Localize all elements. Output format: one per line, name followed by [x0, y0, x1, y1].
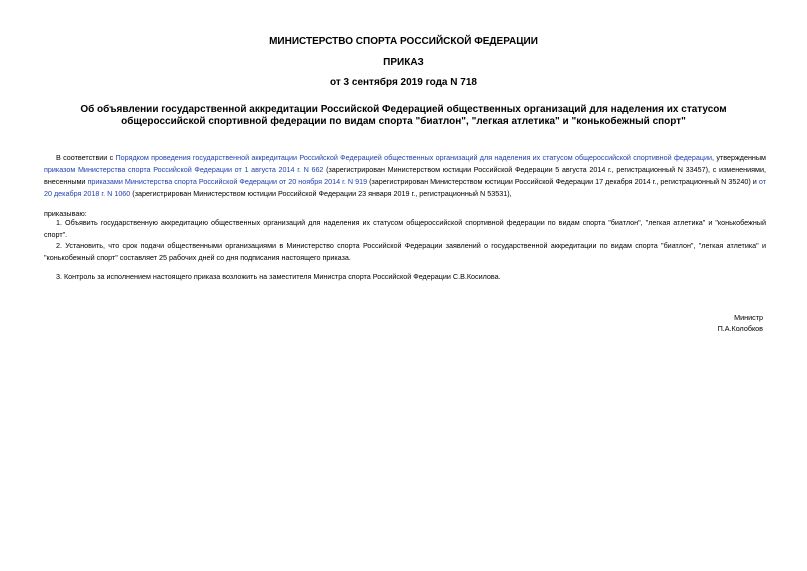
preamble-text-5: (зарегистрирован Министерством юстиции Российской Федерации 23 января 2019 г., регистрационный N 53531),: [130, 189, 512, 198]
preamble-text-3: (зарегистрирован Министерством юстиции Российской Федерации 5 августа 2014 г., регистрационный N 33457), с изменениями, внесенными: [44, 165, 766, 186]
ministry-heading: МИНИСТЕРСТВО СПОРТА РОССИЙСКОЙ ФЕДЕРАЦИИ: [269, 36, 538, 47]
order-1060-link[interactable]: от 20 декабря 2018 г. N 1060: [44, 177, 766, 198]
order-662-link[interactable]: приказом Министерства спорта Российской Федерации от 1 августа 2014 г. N 662: [44, 165, 324, 174]
order-heading: ПРИКАЗ: [383, 57, 424, 68]
order-item-3: 3. Контроль за исполнением настоящего приказа возложить на заместителя Министра спорта Российской Федерации С.В.Косилова.: [56, 272, 501, 281]
order-item-2: 2. Установить, что срок подачи общественными организациями в Министерство спорта Российской Федерации заявлений о государственной аккредитации по видам спорта "биатлон", "легкая атлетика" и "конькобежный спорт" составляет 25 рабочих дней со дня подписания настоящего приказа.: [44, 241, 766, 262]
order-title: Об объявлении государственной аккредитации Российской Федерацией общественных организаций для наделения их статусом общероссийской спортивной федерации по видам спорта "биатлон", "легкая атлетика" и "конькобежный спорт": [80, 104, 727, 127]
preamble-text-1: В соответствии с: [56, 153, 116, 162]
ordered-line: приказываю:: [44, 209, 87, 218]
order-item-1: 1. Объявить государственную аккредитацию общественных организаций для наделения их статусом общероссийской спортивной федерации по видам спорта "биатлон", "легкая атлетика" и "конькобежный спорт".: [44, 218, 766, 239]
preamble-text-2: , утвержденным: [712, 153, 766, 162]
signature-title: Министр: [734, 313, 763, 322]
preamble-paragraph: [44, 152, 766, 200]
orders-919-link[interactable]: приказами Министерства спорта Российской Федерации от 20 ноября 2014 г. N 919: [87, 177, 368, 186]
signature-name: П.А.Колобков: [717, 324, 763, 333]
preamble-text-4: (зарегистрирован Министерством юстиции Российской Федерации 17 декабря 2014 г., регистрационный N 35240) и: [367, 177, 759, 186]
procedure-link[interactable]: Порядком проведения государственной аккредитации Российской Федерацией общественных организаций для наделения их статусом общероссийской спортивной федерации: [115, 153, 713, 162]
order-date: от 3 сентября 2019 года N 718: [330, 77, 477, 88]
